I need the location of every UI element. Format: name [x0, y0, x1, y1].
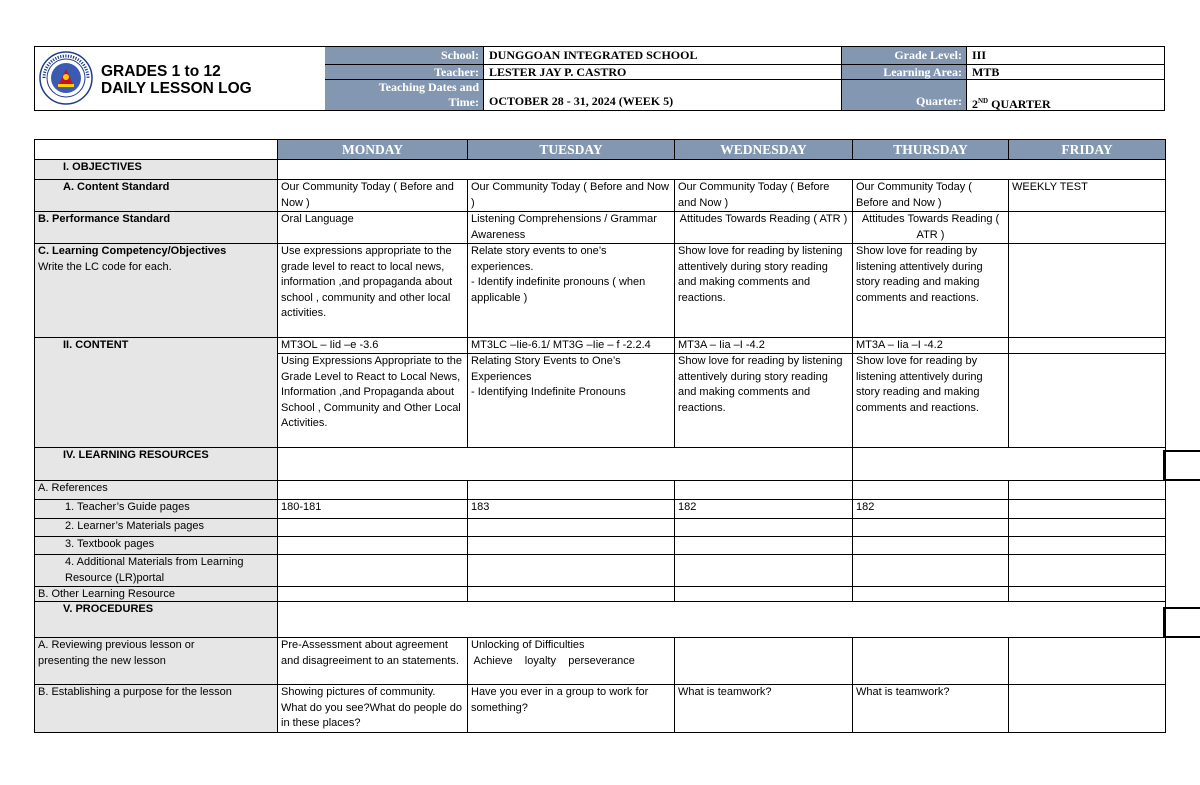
teachers-guide-thu: 182 [853, 500, 1009, 519]
lr-portal-thu [853, 555, 1009, 587]
content-standard-fri: WEEKLY TEST [1009, 180, 1166, 212]
learners-materials-wed [675, 519, 853, 537]
purpose-fri [1009, 685, 1166, 733]
lr-portal-wed [675, 555, 853, 587]
content-topic-tue-line-2: - Identifying Indefinite Pronouns [471, 386, 626, 398]
content-code-mon: MT3OL – Iid –e -3.6 [278, 338, 468, 354]
header-info-grid [325, 47, 1164, 110]
resources-text: IV. LEARNING RESOURCES [63, 449, 209, 461]
objectives-span [278, 160, 1166, 180]
resources-row [35, 448, 1166, 481]
performance-standard-fri [1009, 212, 1166, 244]
day-tuesday: TUESDAY [468, 140, 675, 160]
objectives-text: I. OBJECTIVES [63, 161, 142, 173]
teachers-guide-row [35, 500, 1166, 519]
deped-seal-icon [39, 51, 93, 105]
review-thu [853, 638, 1009, 685]
other-resource-wed [675, 587, 853, 602]
purpose-row [35, 685, 1166, 733]
competency-thu: Show love for reading by listening attentively during story reading and making comments and reactions. [853, 244, 1009, 338]
quarter-number: 2 [972, 97, 978, 111]
competency-tue-line-1: Relate story events to one’s experiences. [471, 245, 607, 273]
learners-materials-tue [468, 519, 675, 537]
content-code-tue: MT3LC –Iie-6.1/ MT3G –Iie – f -2.2.4 [468, 338, 675, 354]
header-block [34, 46, 1165, 111]
area-label: Learning Area: [842, 65, 967, 79]
lr-portal-row [35, 555, 1166, 587]
objectives-row [35, 160, 1166, 180]
learners-materials-fri [1009, 519, 1166, 537]
resources-span-left [278, 448, 853, 481]
competency-fri [1009, 244, 1166, 338]
textbook-tue [468, 537, 675, 555]
review-tue [468, 638, 675, 685]
content-code-fri [1009, 338, 1166, 354]
competency-wed: Show love for reading by listening attentively during story reading and making comments and reactions. [675, 244, 853, 338]
corner-cell [35, 140, 278, 160]
references-fri [1009, 481, 1166, 500]
teachers-guide-wed: 182 [675, 500, 853, 519]
dates-label [325, 80, 484, 110]
content-topic-thu: Show love for reading by listening attentively during story reading and making comments and reactions. [853, 354, 1009, 448]
performance-standard-label [35, 212, 278, 244]
learners-materials-thu [853, 519, 1009, 537]
procedures-span [278, 602, 1166, 638]
learners-materials-row [35, 519, 1166, 537]
dates-value: OCTOBER 28 - 31, 2024 (WEEK 5) [484, 80, 842, 110]
objectives-label [35, 160, 278, 180]
school-value: DUNGGOAN INTEGRATED SCHOOL [484, 47, 842, 64]
quarter-suffix: ND [978, 97, 989, 105]
competency-tue-line-2: - Identify indefinite pronouns ( when applicable ) [471, 276, 646, 304]
title-line-1: GRADES 1 to 12 [101, 63, 221, 80]
content-standard-tue: Our Community Today ( Before and Now ) [468, 180, 675, 212]
purpose-wed: What is teamwork? [675, 685, 853, 733]
purpose-thu: What is teamwork? [853, 685, 1009, 733]
textbook-wed [675, 537, 853, 555]
other-resource-thu [853, 587, 1009, 602]
content-topic-wed: Show love for reading by listening attentively during story reading and making comments and reactions. [675, 354, 853, 448]
day-wednesday: WEDNESDAY [675, 140, 853, 160]
performance-standard-thu: Attitudes Towards Reading ( ATR ) [853, 212, 1009, 244]
grade-value: III [972, 48, 987, 62]
school-label: School: [325, 47, 484, 64]
content-standard-thu: Our Community Today ( Before and Now ) [853, 180, 1009, 212]
content-code-wed: MT3A – Iia –I -4.2 [675, 338, 853, 354]
learners-materials-label: 2. Learner’s Materials pages [35, 519, 278, 537]
day-monday: MONDAY [278, 140, 468, 160]
teachers-guide-fri [1009, 500, 1166, 519]
competency-mon: Use expressions appropriate to the grade level to react to local news, information ,and propaganda about school , community and other local activities. [278, 244, 468, 338]
purpose-label: B. Establishing a purpose for the lesson [35, 685, 278, 733]
other-resource-mon [278, 587, 468, 602]
references-tue [468, 481, 675, 500]
performance-standard-text: B. Performance Standard [38, 213, 171, 225]
performance-standard-wed: Attitudes Towards Reading ( ATR ) [675, 212, 853, 244]
performance-standard-row [35, 212, 1166, 244]
content-topic-tue-line-1: Relating Story Events to One’s Experiences [471, 355, 621, 383]
teachers-guide-mon: 180-181 [278, 500, 468, 519]
review-label: A. Reviewing previous lesson or presenting the new lesson [35, 638, 278, 685]
quarter-label: Quarter: [842, 80, 967, 110]
competency-label [35, 244, 278, 338]
resources-span-right [853, 448, 1166, 481]
page-title [101, 63, 252, 97]
content-code-row [35, 338, 1166, 354]
textbook-thu [853, 537, 1009, 555]
day-thursday: THURSDAY [853, 140, 1009, 160]
days-header-row [35, 140, 1166, 160]
content-standard-label [35, 180, 278, 212]
review-mon: Pre-Assessment about agreement and disagreeiment to an statements. [278, 638, 468, 685]
lr-portal-tue [468, 555, 675, 587]
other-resource-label: B. Other Learning Resource [35, 587, 278, 602]
competency-text: C. Learning Competency/Objectives [38, 245, 227, 257]
references-mon [278, 481, 468, 500]
teacher-value: LESTER JAY P. CASTRO [484, 65, 842, 79]
purpose-mon: Showing pictures of community. What do you see?What do people do in these places? [278, 685, 468, 733]
references-row [35, 481, 1166, 500]
teachers-guide-tue: 183 [468, 500, 675, 519]
review-tue-line-2: Achieve loyalty perseverance [471, 654, 635, 667]
other-resource-tue [468, 587, 675, 602]
content-topic-fri [1009, 354, 1166, 448]
lr-portal-label: 4. Additional Materials from Learning Resource (LR)portal [35, 555, 278, 587]
references-thu [853, 481, 1009, 500]
textbook-fri [1009, 537, 1166, 555]
quarter-value [967, 80, 1164, 110]
area-value: MTB [972, 65, 1000, 79]
learners-materials-mon [278, 519, 468, 537]
resources-label [35, 448, 278, 481]
content-standard-row [35, 180, 1166, 212]
references-wed [675, 481, 853, 500]
textbook-mon [278, 537, 468, 555]
review-row [35, 638, 1166, 685]
textbook-label: 3. Textbook pages [35, 537, 278, 555]
content-topic-tue [468, 354, 675, 448]
quarter-word: QUARTER [988, 97, 1051, 111]
header-row-dates [325, 80, 1164, 110]
purpose-tue: Have you ever in a group to work for something? [468, 685, 675, 733]
review-wed [675, 638, 853, 685]
performance-standard-tue: Listening Comprehensions / Grammar Awareness [468, 212, 675, 244]
content-label [35, 338, 278, 448]
dates-label-line-2: Time: [448, 95, 479, 109]
header-row-teacher [325, 65, 1164, 80]
references-label: A. References [35, 481, 278, 500]
other-resource-row [35, 587, 1166, 602]
header-row-school [325, 47, 1164, 65]
textbook-row [35, 537, 1166, 555]
procedures-label [35, 602, 278, 638]
logo-cell [35, 47, 326, 110]
lesson-log-table [34, 139, 1166, 733]
content-standard-wed: Our Community Today ( Before and Now ) [675, 180, 853, 212]
content-standard-mon: Our Community Today ( Before and Now ) [278, 180, 468, 212]
title-line-2: DAILY LESSON LOG [101, 80, 252, 97]
right-edge-box-procedures [1163, 607, 1200, 638]
teacher-label: Teacher: [325, 65, 484, 79]
performance-standard-mon: Oral Language [278, 212, 468, 244]
dates-label-line-1: Teaching Dates and [378, 80, 479, 94]
day-friday: FRIDAY [1009, 140, 1166, 160]
competency-sublabel: Write the LC code for each. [38, 260, 172, 273]
grade-label: Grade Level: [842, 47, 967, 64]
review-tue-line-1: Unlocking of Difficulties [471, 639, 585, 651]
lr-portal-fri [1009, 555, 1166, 587]
content-standard-text: A. Content Standard [63, 181, 170, 193]
content-text: II. CONTENT [63, 339, 129, 351]
lr-portal-mon [278, 555, 468, 587]
teachers-guide-label: 1. Teacher’s Guide pages [35, 500, 278, 519]
review-fri [1009, 638, 1166, 685]
other-resource-fri [1009, 587, 1166, 602]
procedures-row [35, 602, 1166, 638]
competency-row [35, 244, 1166, 338]
procedures-text: V. PROCEDURES [63, 603, 154, 615]
content-code-thu: MT3A – Iia –I -4.2 [853, 338, 1009, 354]
right-edge-box-resources [1163, 450, 1200, 481]
content-topic-mon: Using Expressions Appropriate to the Grade Level to React to Local News, Information ,and Propaganda about School , Community and Other Local Activities. [278, 354, 468, 448]
competency-tue [468, 244, 675, 338]
